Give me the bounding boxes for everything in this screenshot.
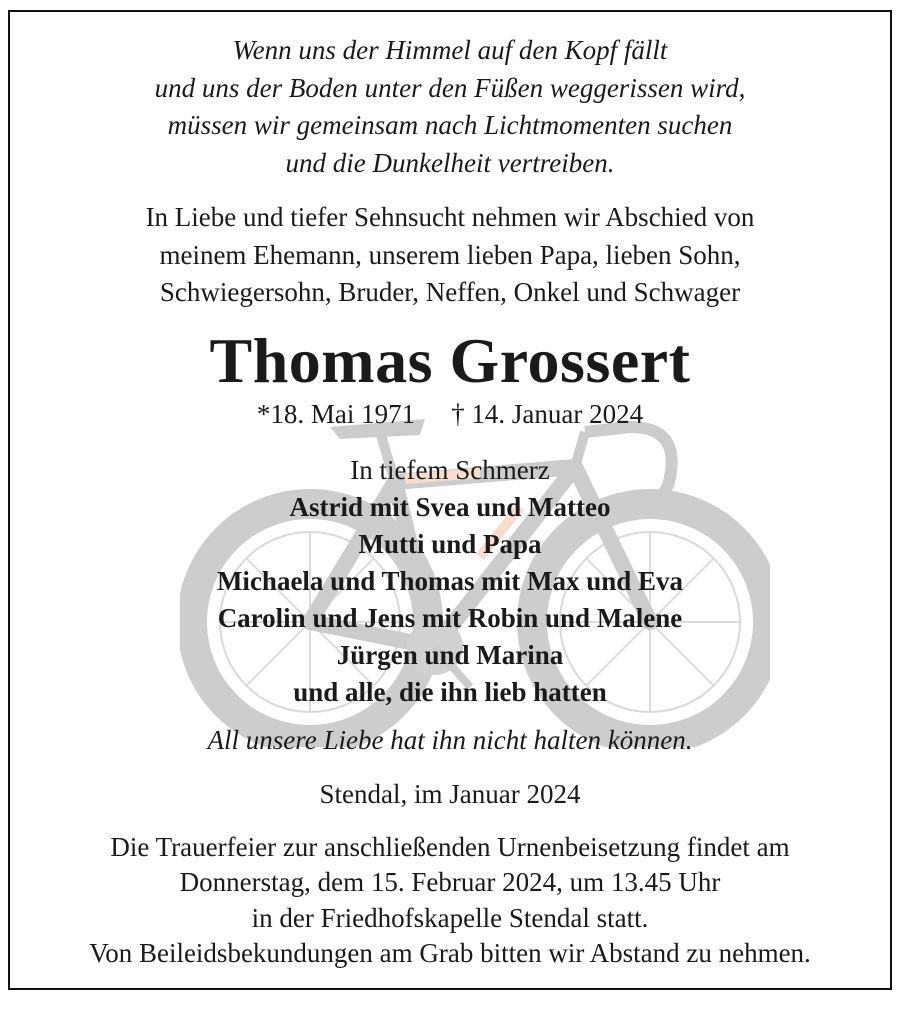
poem-line: und uns der Boden unter den Füßen weggerissen wird, xyxy=(154,72,746,103)
mourner-line: Astrid mit Svea und Matteo xyxy=(289,491,611,522)
intro-line: In Liebe und tiefer Sehnsucht nehmen wir Abschied von xyxy=(145,202,755,232)
mourner-line: Michaela und Thomas mit Max und Eva xyxy=(216,565,684,596)
obituary-content xyxy=(10,12,890,972)
birth-date: *18. Mai 1971 xyxy=(256,398,416,429)
death-date: † 14. Januar 2024 xyxy=(451,398,644,429)
mourner-line: Carolin und Jens mit Robin und Malene xyxy=(217,602,683,633)
deceased-name: Thomas Grossert xyxy=(209,324,691,396)
intro-text xyxy=(10,199,890,312)
obituary-card xyxy=(8,10,892,990)
poem xyxy=(10,32,890,182)
intro-line: meinem Ehemann, unserem lieben Papa, lieben Sohn, xyxy=(159,239,741,270)
poem-line: müssen wir gemeinsam nach Lichtmomenten suchen xyxy=(167,110,733,140)
service-line: Die Trauerfeier zur anschließenden Urnenbeisetzung findet am xyxy=(110,831,790,862)
mourners-list xyxy=(10,489,890,711)
service-details xyxy=(10,830,890,972)
poem-line: Wenn uns der Himmel auf den Kopf fällt xyxy=(232,35,668,65)
service-line: Donnerstag, dem 15. Februar 2024, um 13.45 Uhr xyxy=(179,867,721,897)
place-date: Stendal, im Januar 2024 xyxy=(319,778,581,809)
service-line: in der Friedhofskapelle Stendal statt. xyxy=(251,902,649,933)
poem-line: und die Dunkelheit vertreiben. xyxy=(285,147,615,178)
mourners-heading: In tiefem Schmerz xyxy=(350,454,550,485)
closing-quote: All unsere Liebe hat ihn nicht halten können. xyxy=(207,724,693,755)
mourner-line: und alle, die ihn lieb hatten xyxy=(293,676,607,707)
life-dates xyxy=(10,396,890,432)
intro-line: Schwiegersohn, Bruder, Neffen, Onkel und Schwager xyxy=(159,277,741,307)
mourner-line: Jürgen und Marina xyxy=(336,639,564,670)
service-line: Von Beileidsbekundungen am Grab bitten wir Abstand zu nehmen. xyxy=(89,938,811,968)
mourner-line: Mutti und Papa xyxy=(358,528,542,559)
